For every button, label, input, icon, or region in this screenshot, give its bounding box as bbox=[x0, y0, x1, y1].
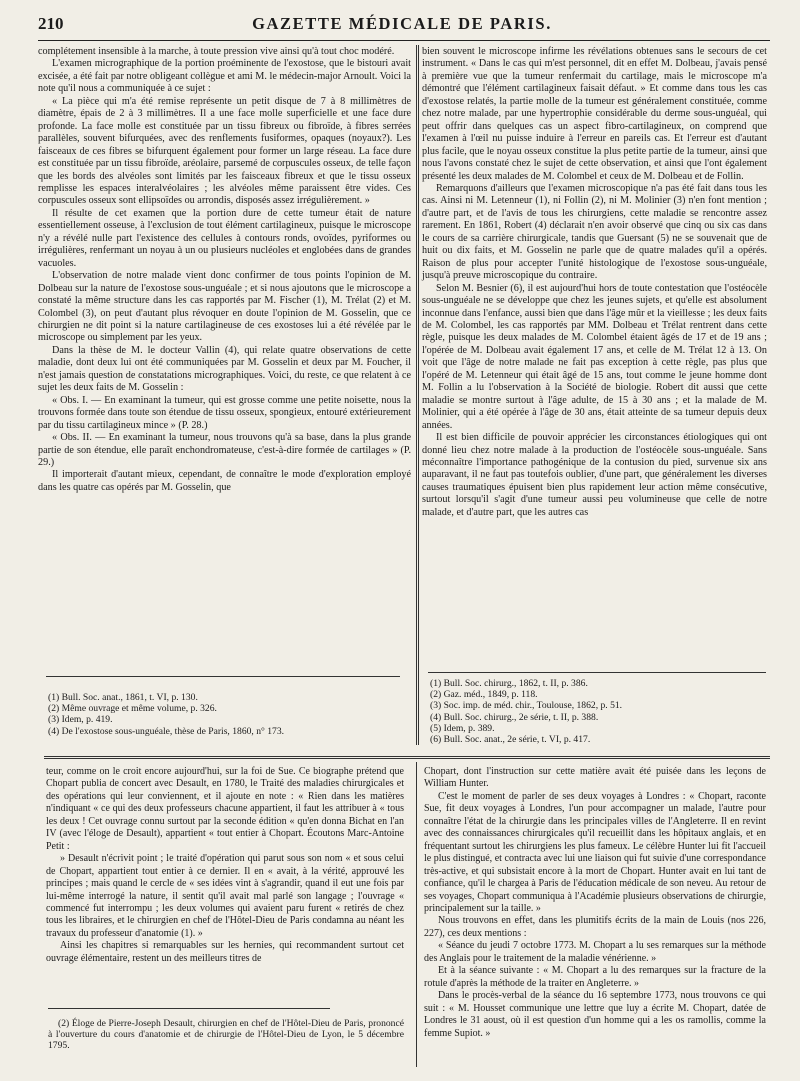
footnote: (3) Soc. imp. de méd. chir., Toulouse, 1862, p. 51. bbox=[430, 700, 623, 712]
upper-left-column bbox=[38, 46, 411, 494]
upper-right-column bbox=[422, 46, 767, 519]
paragraph: « Obs. I. — En examinant la tumeur, qui est grosse comme une petite noisette, nous la trouvons formée dans toute son étendue de tissu osseux, spongieux, entouré extérieurement par du tissu cartilagineux mince » (P. 28.) bbox=[38, 394, 411, 431]
paragraph: bien souvent le microscope infirme les révélations obtenues sans le secours de cet instrument. « Dans le cas qui m'est personnel, dit en effet M. Dolbeau, j'avais pensé à première vue que la tumeur renfermait du cartilage, mais le microscope m'a démontré que l'élément cartilagineux faisait défaut. » Et comme dans tous les cas d'exostose relatés, la partie molle de la tumeur est généralement constituée, comme chez notre malade, par une hypertrophie considérable du derme sous-unguéal, qui peut offrir dans quelques cas un aspect fibro-cartilagineux, on comprend que l'examen à l'œil nu puisse induire à l'erreur en pareils cas. Et l'erreur est d'autant plus facile, que le noyau osseux constitue la plus petite partie de la tumeur, ainsi que nous l'avons constaté chez le sujet de cette observation, et ainsi que l'ont également présenté les deux malades de M. Colombel et ceux de M. Dolbeau et de Follin. bbox=[422, 46, 767, 182]
paragraph: C'est le moment de parler de ses deux voyages à Londres : « Chopart, raconte Sue, fit deux voyages à Londres, l'un pour accompagner un malade, l'autre pour connaître l'état de la chirurgie dans les principales villes de l'Angleterre. Il en revint avec des connaissances chirurgicales qu'il recueillit dans les hôpitaux anglais, et en fréquentant surtout les chirurgiens les plus fameux. Le célèbre Hunter lui fit l'accueil le plus distingué, et contracta avec lui une liaison qui fut suivie d'une correspondance très-active, et qui subsistait encore à la mort de Chopart. Hunter avait en lui tant de confiance, qu'il le chargea à Paris de l'éducation médicale de son neveu. Au retour de ses voyages, Chopart communiqua à l'Académie plusieurs observations de chirurgie, principalement sur la taille. » bbox=[424, 790, 766, 914]
upper-right-footnotes bbox=[430, 678, 770, 745]
paragraph: Et à la séance suivante : « M. Chopart a lu des remarques sur la fracture de la rotule d'après la méthode de la traiter en Angleterre. » bbox=[424, 965, 766, 989]
footnote-rule-lower bbox=[48, 1008, 330, 1009]
page-number: 210 bbox=[38, 14, 64, 33]
footnote: (2) Même ouvrage et même volume, p. 326. bbox=[48, 703, 217, 715]
paragraph: Il importerait d'autant mieux, cependant, de connaître le mode d'exploration employé dans les quatre cas opérés par M. Gosselin, que bbox=[38, 469, 411, 493]
lower-left-column bbox=[46, 766, 404, 965]
footnote: (2) Éloge de Pierre-Joseph Desault, chirurgien en chef de l'Hôtel-Dieu de Paris, prononcé à l'ouverture du cours d'anatomie et de chirurgie de l'Hôtel-Dieu de Lyon, le 5 décembre 1795. bbox=[48, 1018, 404, 1052]
footnote: (4) Bull. Soc. chirurg., 2e série, t. II, p. 388. bbox=[430, 711, 599, 723]
footnote-rule-right bbox=[428, 672, 766, 673]
footnote: (1) Bull. Soc. anat., 1861, t. VI, p. 130. bbox=[48, 692, 198, 703]
paragraph: Ainsi les chapitres si remarquables sur les hernies, qui recommandent surtout cet ouvrage élémentaire, restent un des meilleurs titres de bbox=[46, 940, 404, 964]
paragraph: » Desault n'écrivit point ; le traité d'opération qui parut sous son nom « et sous celui de Chopart, appartient tout entier à ce dernier. Il en « avait, à la vérité, approuvé les principes ; mais quand le cercle de « ses idées vint à s'agrandir, quand il eut une fois par lui-même interrogé la nature, il sentit qu'il avait mal parlé son langage ; l'ouvrage « commencé fut interrompu ; les deux volumes qui avaient paru furent « retirés de chez tous les libraires, et le chirurgien en chef de l'Hôtel-Dieu de Paris condamna au néant les travaux du professeur d'anatomie (1). » bbox=[46, 853, 404, 939]
footnote: (3) Idem, p. 419. bbox=[48, 714, 113, 726]
paragraph: Il résulte de cet examen que la portion dure de cette tumeur était de nature essentiellement osseuse, à l'exclusion de tout élément cartilagineux, puisque le microscope n'y a révélé nulle part l'existence des cellules à contours ronds, ovoïdes, pyriformes ou irrégulières, renfermant un noyau à un ou plusieurs nucléoles et englobées dans de grandes vacuoles. bbox=[38, 207, 411, 269]
lower-left-footnotes bbox=[48, 1018, 404, 1052]
header-rule bbox=[38, 40, 770, 41]
section-rule bbox=[44, 756, 770, 759]
footnote: (2) Gaz. méd., 1849, p. 118. bbox=[430, 689, 538, 701]
column-divider-lower bbox=[416, 762, 417, 1067]
footnote: (6) Bull. Soc. anat., 2e série, t. VI, p. 417. bbox=[430, 734, 591, 746]
paragraph: « La pièce qui m'a été remise représente un petit disque de 7 à 8 millimètres de diamètre, épais de 2 à 3 millimètres. Il a une face molle superficielle et une face dure profonde. La face molle est constituée par un tissu fibreux ou fibroïde, à fibres serrées parallèles, souvent bifurquées, avec des renflements fusiformes, opaques (noyaux?). Les faisceaux de ces fibres se bifurquent également pour former un large réseau. La face dure est constituée par un tissu fibroïde, aréolaire, parsemé de corpuscules osseux, de telle façon que les bords des alvéoles sont limités par les faisceaux fibreux et que le tissu osseux remplisse les espaces interalvéolaires ; les alvéoles même paraissent être vides. Ces corpuscules osseux sont ellipsoïdes ou arrondis, disposés assez irrégulièrement. » bbox=[38, 95, 411, 207]
paragraph: Nous trouvons en effet, dans les plumitifs écrits de la main de Louis (nos 226, 227), ces deux mentions : bbox=[424, 915, 766, 939]
paragraph: « Obs. II. — En examinant la tumeur, nous trouvons qu'à sa base, dans la plus grande partie de son étendue, elle paraît enchondromateuse, c'est-à-dire formée de cartilages » (P. 29.) bbox=[38, 432, 411, 468]
lower-right-column bbox=[424, 766, 766, 1040]
journal-title: GAZETTE MÉDICALE DE PARIS. bbox=[252, 14, 552, 33]
paragraph: teur, comme on le croit encore aujourd'hui, sur la foi de Sue. Ce biographe prétend que Chopart publia de concert avec Desault, en 1780, le Traité des maladies chirurgicales et des opérations qui leur conviennent, et il ajoute en note : « Rien dans les matières n'indiquant « ce qui des deux professeurs chacune appartient, il faut les attribuer à « tous les deux ! Cet ouvrage connu surtout par la seconde édition « qu'en donna Bichat en l'an IV (avec l'éloge de Desault), appartient « tout entier à Chopart. Écoutons Marc-Antoine Petit : bbox=[46, 766, 404, 852]
paragraph: Dans le procès-verbal de la séance du 16 septembre 1773, nous trouvons ce qui suit : « M. Housset communique une lettre que luy a écrite M. Chopart, datée de Londres le 31 aoust, où il est question d'un homme qui a les os ramollis, comme la femme Supiot. » bbox=[424, 990, 766, 1039]
upper-left-footnotes bbox=[48, 692, 408, 737]
footnote: (1) Bull. Soc. chirurg., 1862, t. II, p. 386. bbox=[430, 678, 588, 689]
footnote-rule-left bbox=[46, 676, 400, 677]
paragraph: Remarquons d'ailleurs que l'examen microscopique n'a pas été fait dans tous les cas. Ainsi ni M. Letenneur (1), ni Follin (2), ni M. Molinier (3) n'en font mention ; d'autre part, et de l'avis de tous les chirurgiens, cette maladie se rencontre assez rarement. En 1861, Robert (4) déclarait n'en avoir observé que cinq ou six cas dans le cours de sa carrière chirurgicale, tandis que Guersant (5) ne se souvenait que de huit ou dix faits, et M. Gosselin ne parle que de quatre malades qu'il a opérés. Raison de plus pour accepter l'unité histologique de l'exostose sous-unguéale, jusqu'à preuve microscopique du contraire. bbox=[422, 182, 767, 282]
paragraph: Dans la thèse de M. le docteur Vallin (4), qui relate quatre observations de cette maladie, dont deux lui ont été communiquées par M. Gosselin et deux par M. Foucher, il n'est jamais question de constatations micrographiques. Voici, du reste, ce que relatent à ce sujet les deux faits de M. Gosselin : bbox=[38, 344, 411, 394]
paragraph: Il est bien difficile de pouvoir apprécier les circonstances étiologiques qui ont donné lieu chez notre malade à la production de l'ostéocèle sous-unguéale. Sans méconnaître l'importance pathogénique de la contusion du pied, survenue six ans auparavant, il ne faut pas toutefois oublier, d'une part, que généralement les diverses causes traumatiques épuisent bien plus rapidement leur action même consécutive, surtout lorsqu'il s'agit d'une tumeur aussi peu volumineuse que celle de notre malade, et d'autre part, que les autres cas bbox=[422, 432, 767, 518]
paragraph: « Séance du jeudi 7 octobre 1773. M. Chopart a lu ses remarques sur la méthode des Anglais pour le traitement de la maladie vénérienne. » bbox=[424, 940, 766, 964]
paragraph: complétement insensible à la marche, à toute pression vive ainsi qu'à tout choc modéré. bbox=[38, 46, 395, 57]
paragraph: L'examen micrographique de la portion proéminente de l'exostose, que le bistouri avait excisée, a été fait par notre obligeant collègue et ami M. le médecin-major Arnoult. Voici la note qu'il nous a communiquée à ce sujet : bbox=[38, 58, 411, 95]
paragraph: L'observation de notre malade vient donc confirmer de tous points l'opinion de M. Dolbeau sur la nature de l'exostose sous-unguéale ; et si nous ajoutons que le microscope a constaté la même structure dans les cas rapportés par M. Fischer (1), M. Trélat (2) et M. Colombel (3), on peut d'autant plus révoquer en doute l'opinion de M. Gosselin, que ce chirurgien ne dit point si la nature cartilagineuse de ces exostoses lui a été révélée par le microscope ou simplement par les yeux. bbox=[38, 270, 411, 344]
paragraph: Selon M. Besnier (6), il est aujourd'hui hors de toute contestation que l'ostéocèle sous-unguéale ne se développe que chez les jeunes sujets, et qu'elle est absolument inconnue dans l'enfance, aussi bien que dans l'âge mûr et la vieillesse ; les deux faits de M. Colombel, les cas rapportés par MM. Dolbeau et Trélat rentrent dans cette règle, puisque les deux malades de M. Colombel étaient âgés de 17 et de 19 ans ; l'opérée de M. Dolbeau avait également 17 ans, et celle de M. Trélat 12 à 13. On voit que l'âge de notre malade ne fait pas exception à cette règle, pas plus que l'opéré de M. Letenneur qui était âgé de 15 ans, tout comme le jeune homme dont M. Follin a lu l'observation à la Société de biologie. Robert dit aussi que cette maladie se montre surtout à l'âge adulte, de 15 à 30 ans ; et la malade de M. Molinier, qui a été opérée à l'âge de 30 ans, était atteinte de sa tumeur depuis deux années. bbox=[422, 282, 767, 431]
column-divider bbox=[416, 45, 419, 745]
footnote: (5) Idem, p. 389. bbox=[430, 722, 495, 734]
page-header bbox=[38, 14, 766, 40]
footnote: (4) De l'exostose sous-unguéale, thèse de Paris, 1860, n° 173. bbox=[48, 725, 285, 737]
paragraph: Chopart, dont l'instruction sur cette matière avait été puisée dans les leçons de William Hunter. bbox=[424, 766, 766, 790]
